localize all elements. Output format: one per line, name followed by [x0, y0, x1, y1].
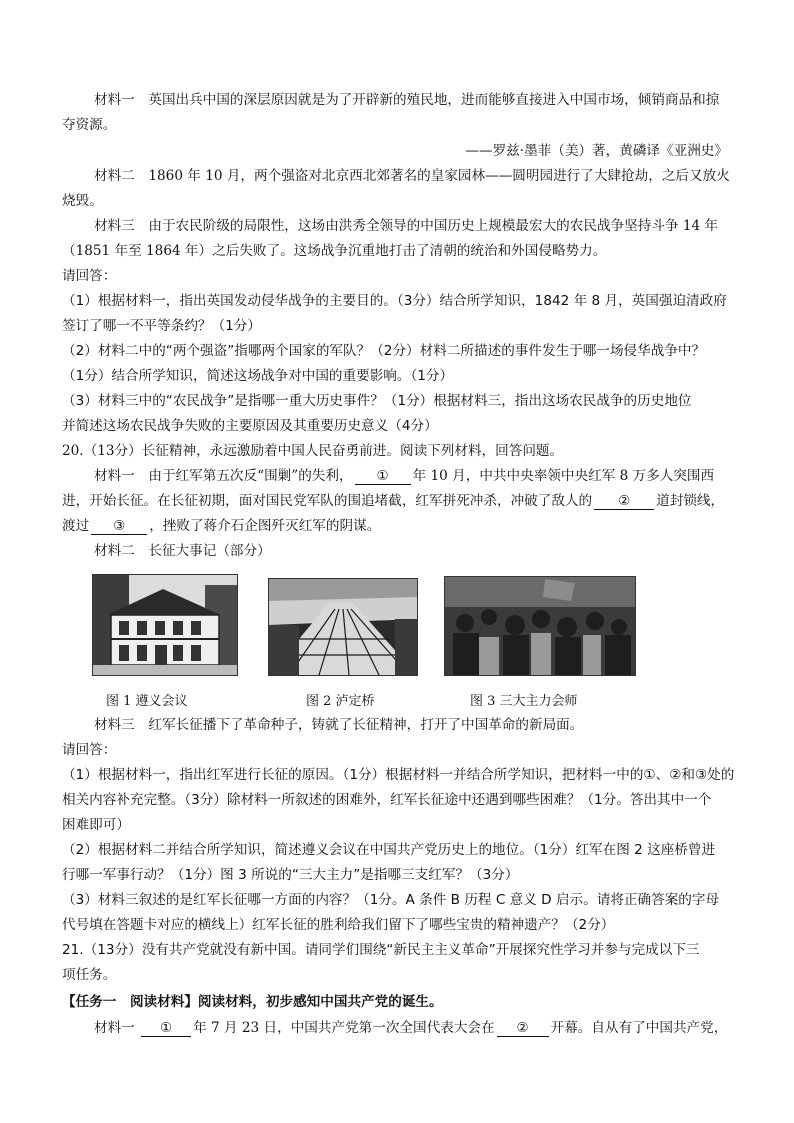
- q21-task1-heading: 【任务一 阅读材料】阅读材料，初步感知中国共产党的诞生。: [62, 994, 443, 1010]
- q20-material3: 材料三 红军长征播下了革命种子，铸就了长征精神，打开了中国革命的新局面。: [94, 717, 584, 733]
- q20-material1-line1: [94, 466, 774, 486]
- q21-blank-1: ①: [141, 1020, 191, 1037]
- q19-question1-line1: （1）根据材料一，指出英国发动侵华战争的主要目的。（3分）结合所学知识，1842 年 8 月，英国强迫清政府: [62, 293, 727, 309]
- q19-material2-line2: 烧毁。: [62, 193, 103, 209]
- q19-question2-line2: （1分）结合所学知识，简述这场战争对中国的重要影响。（1分）: [62, 368, 454, 384]
- q20-blank-2: ②: [594, 493, 654, 510]
- q19-question2-line1: （2）材料二中的“两个强盗”指哪两个国家的军队？（2分）材料二所描述的事件发生于哪一场侵华战争中？: [62, 343, 706, 359]
- q20-m1-text-a: 材料一 由于红军第五次反“围剿”的失利，: [94, 468, 353, 484]
- q21-blank-2: ②: [497, 1020, 549, 1037]
- q19-material3-line1: 材料三 由于农民阶级的局限性，这场由洪秀全领导的中国历史上规模最宏大的农民战争坚持斗争 14 年: [94, 218, 719, 234]
- q20-question1-line1: （1）根据材料一，指出红军进行长征的原因。（1分）根据材料一并结合所学知识，把材料一中的①、②和③处的: [62, 767, 735, 783]
- q19-material1-source: ——罗兹·墨菲（美）著，黄磷译《亚洲史》: [465, 143, 728, 159]
- q20-material1-line2: [62, 491, 742, 511]
- q20-please-answer: 请回答：: [62, 742, 117, 758]
- q19-question1-line2: 签订了哪一不平等条约？（1分）: [62, 318, 261, 334]
- q20-m2-text-a: 进，开始长征。在长征初期，面对国民党军队的围追堵截，红军拼死冲杀，冲破了敌人的: [62, 493, 593, 509]
- q20-title: 20.（13分）长征精神，永远激励着中国人民奋勇前进。阅读下列材料，回答问题。: [62, 443, 564, 459]
- figure1-caption: 图 1 遵义会议: [106, 694, 188, 709]
- q19-material3-line2: （1851 年至 1864 年）之后失败了。这场战争沉重地打击了清朝的统治和外国侵略势力。: [62, 243, 607, 259]
- q21-title-line1: 21.（13分）没有共产党就没有新中国。请同学们围绕“新民主主义革命”开展探究性学习并参与完成以下三: [62, 942, 700, 958]
- q19-material1-line2: 夺资源。: [62, 117, 117, 133]
- q20-material1-line3: [62, 516, 742, 536]
- q19-material2-line1: 材料二 1860 年 10 月，两个强盗对北京西北郊著名的皇家园林——圆明园进行了大肆抢劫，之后又放火: [94, 168, 730, 184]
- q21-m1-text-c: 开幕。自从有了中国共产党，: [550, 1020, 728, 1036]
- q20-m3-text-a: 渡过: [62, 518, 90, 534]
- q20-m2-text-b: 道封锁线，: [656, 493, 725, 509]
- figure3-caption: 图 3 三大主力会师: [470, 694, 578, 709]
- q20-material2-title: 材料二 长征大事记（部分）: [94, 543, 271, 559]
- q20-question3-line1: （3）材料三叙述的是红军长征哪一方面的内容？（1分。A 条件 B 历程 C 意义 D 启示。请将正确答案的字母: [62, 892, 720, 908]
- q19-please-answer: 请回答：: [62, 268, 117, 284]
- q20-m1-text-b: 年 10 月，中共中央率领中央红军 8 万多人突围西: [412, 468, 715, 484]
- q19-question3-line2: 并简述这场农民战争失败的主要原因及其重要历史意义（4分）: [62, 418, 438, 434]
- q21-title-line2: 项任务。: [62, 967, 117, 983]
- q20-question1-line3: 困难即可）: [62, 817, 130, 833]
- q20-question2-line2: 行哪一军事行动？（1分）图 3 所说的“三大主力”是指哪三支红军？（3分）: [62, 867, 519, 883]
- figure-zunyi-meeting-photo: [92, 574, 238, 676]
- q19-question3-line1: （3）材料三中的“农民战争”是指哪一重大历史事件？（1分）根据材料三，指出这场农民战争的历史地位: [62, 393, 692, 409]
- q20-blank-1: ①: [355, 468, 411, 485]
- q20-blank-3: ③: [91, 518, 147, 535]
- figure-three-armies-reunion-painting: [444, 576, 636, 676]
- q20-question2-line1: （2）根据材料二并结合所学知识，简述遵义会议在中国共产党历史上的地位。（1分）红军在图 2 这座桥曾进: [62, 842, 716, 858]
- figure2-caption: 图 2 泸定桥: [306, 694, 375, 709]
- figure-luding-bridge-photo: [268, 578, 418, 676]
- q21-m1-text-b: 年 7 月 23 日，中国共产党第一次全国代表大会在: [193, 1020, 495, 1036]
- q20-question3-line2: 代号填在答题卡对应的横线上）红军长征的胜利给我们留下了哪些宝贵的精神遗产？（2分）: [62, 917, 615, 933]
- q20-m3-text-b: ，挫败了蒋介石企图歼灭红军的阴谋。: [149, 518, 381, 534]
- q21-material1-line1: [94, 1018, 774, 1038]
- q20-question1-line2: 相关内容补充完整。（3分）除材料一所叙述的困难外，红军长征途中还遇到哪些困难？（1分。答出其中一个: [62, 792, 712, 808]
- q19-material1-line1: 材料一 英国出兵中国的深层原因就是为了开辟新的殖民地，进而能够直接进入中国市场，倾销商品和掠: [94, 92, 720, 108]
- q21-m1-text-a: 材料一: [94, 1020, 135, 1036]
